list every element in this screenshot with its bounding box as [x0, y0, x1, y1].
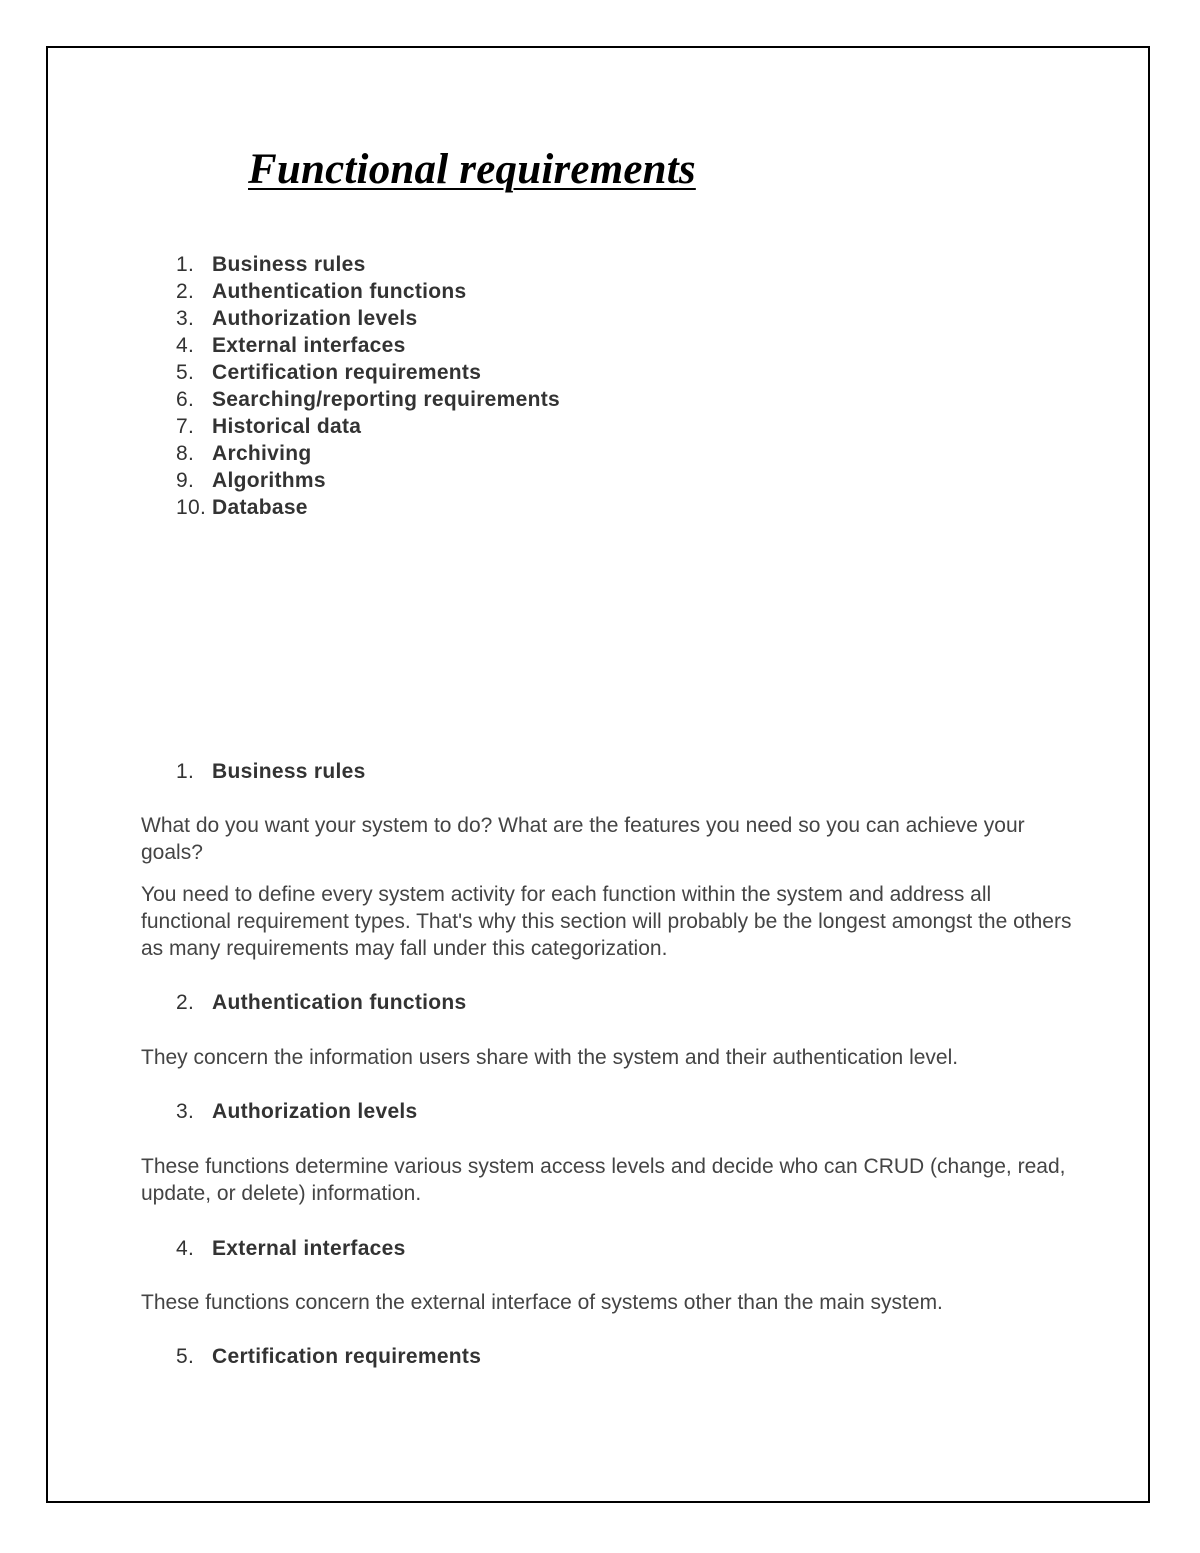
section-title: Business rules: [212, 760, 366, 783]
section-certification-requirements: [0, 1343, 1200, 1370]
section-paragraph: What do you want your system to do? What are the features you need so you can achieve your goals?: [141, 814, 1025, 864]
toc-label: Searching/reporting requirements: [212, 388, 561, 411]
section-authentication-functions: [0, 989, 1200, 1016]
toc-label: Authentication functions: [212, 280, 467, 303]
section-business-rules: [0, 758, 1200, 785]
section-external-interfaces: [0, 1235, 1200, 1262]
toc-number: 2.: [176, 280, 195, 303]
toc-label: Business rules: [212, 253, 366, 276]
section-heading: [0, 989, 1200, 1016]
toc-number: 7.: [176, 415, 195, 438]
toc-number: 8.: [176, 442, 195, 465]
toc-label: Algorithms: [212, 469, 326, 492]
toc-number: 10.: [176, 496, 207, 519]
section-heading: [0, 1343, 1200, 1370]
section-paragraph: You need to define every system activity for each function within the system and address all functional requirement types. That's why this section will probably be the longest amongst the others as many requirements may fall under this categorization.: [141, 883, 1072, 960]
toc-label: Authorization levels: [212, 307, 418, 330]
toc-label: Certification requirements: [212, 361, 482, 384]
section-number: 5.: [176, 1345, 195, 1368]
section-number: 3.: [176, 1100, 195, 1123]
section-number: 4.: [176, 1237, 195, 1260]
toc-label: Archiving: [212, 442, 312, 465]
section-authorization-levels: [0, 1098, 1200, 1125]
toc-number: 3.: [176, 307, 195, 330]
section-title: Authorization levels: [212, 1100, 418, 1123]
toc-number: 6.: [176, 388, 195, 411]
section-heading: [0, 1098, 1200, 1125]
section-number: 2.: [176, 991, 195, 1014]
section-paragraph: These functions concern the external interface of systems other than the main system.: [141, 1291, 943, 1314]
section-heading: [0, 758, 1200, 785]
toc-label: External interfaces: [212, 334, 406, 357]
toc-label: Database: [212, 496, 308, 519]
section-title: Certification requirements: [212, 1345, 482, 1368]
toc-number: 4.: [176, 334, 195, 357]
section-number: 1.: [176, 760, 195, 783]
section-paragraph: They concern the information users share with the system and their authentication level.: [141, 1046, 959, 1069]
toc-number: 5.: [176, 361, 195, 384]
section-paragraph: These functions determine various system access levels and decide who can CRUD (change, read, update, or delete) information.: [141, 1155, 1066, 1205]
toc-number: 1.: [176, 253, 195, 276]
toc-label: Historical data: [212, 415, 362, 438]
toc-number: 9.: [176, 469, 195, 492]
section-title: Authentication functions: [212, 991, 467, 1014]
section-heading: [0, 1235, 1200, 1262]
page-title: Functional requirements: [248, 146, 696, 193]
section-title: External interfaces: [212, 1237, 406, 1260]
